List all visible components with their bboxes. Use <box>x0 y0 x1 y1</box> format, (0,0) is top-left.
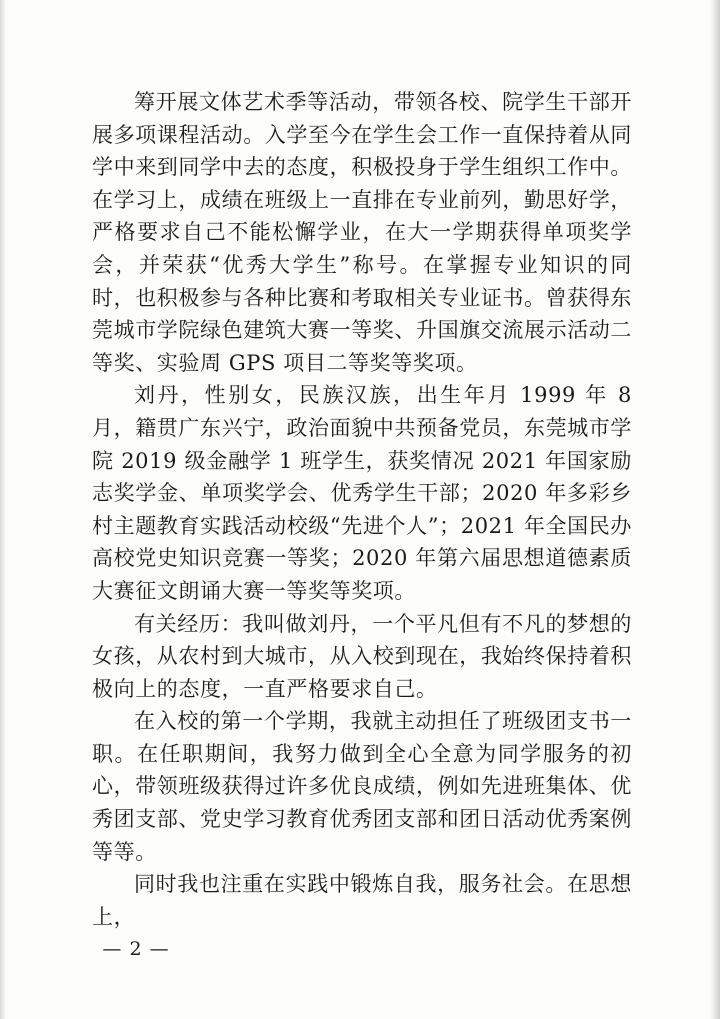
paragraph-activities: 筹开展文体艺术季等活动，带领各校、院学生干部开展多项课程活动。入学至今在学生会工作一直保持着从同学中来到同学中去的态度，积极投身于学生组织工作中。在学习上，成绩在班级上一直排在专业前列，勤思好学，严格要求自己不能松懈学业，在大一学期获得单项奖学会，并荣获“优秀大学生”称号。在掌握专业知识的同时，也积极参与各种比赛和考取相关专业证书。曾获得东莞城市学院绿色建筑大赛一等奖、升国旗交流展示活动二等奖、实验周 GPS 项目二等奖等奖项。 <box>92 90 632 375</box>
paragraph-league-secretary: 在入校的第一个学期，我就主动担任了班级团支书一职。在任职期间，我努力做到全心全意为同学服务的初心，带领班级获得过许多优良成绩，例如先进班集体、优秀团支部、党史学习教育优秀团支部和团日活动优秀案例等等。 <box>92 709 632 864</box>
scan-edge-left <box>0 0 6 1019</box>
paragraph-profile: 刘丹，性别女，民族汉族，出生年月 1999 年 8 月，籍贯广东兴宁，政治面貌中共预备党员，东莞城市学院 2019 级金融学 1 班学生，获奖情况 2021 年国家励志奖学金、单项奖学会、优秀学生干部；2020 年多彩乡村主题教育实践活动校级“先进个人”；2021 年全国民办高校党史知识竞赛一等奖；2020 年第六届思想道德素质大赛征文朗诵大赛一等奖等奖项。 <box>92 383 632 603</box>
paragraph-practice: 同时我也注重在实践中锻炼自我，服务社会。在思想上， <box>92 872 632 929</box>
document-body <box>92 86 632 933</box>
scan-edge-right <box>710 0 720 1019</box>
page-number: — 2 — <box>102 938 170 960</box>
paragraph-experience: 有关经历：我叫做刘丹，一个平凡但有不凡的梦想的女孩，从农村到大城市，从入校到现在，我始终保持着积极向上的态度，一直严格要求自己。 <box>92 611 632 701</box>
